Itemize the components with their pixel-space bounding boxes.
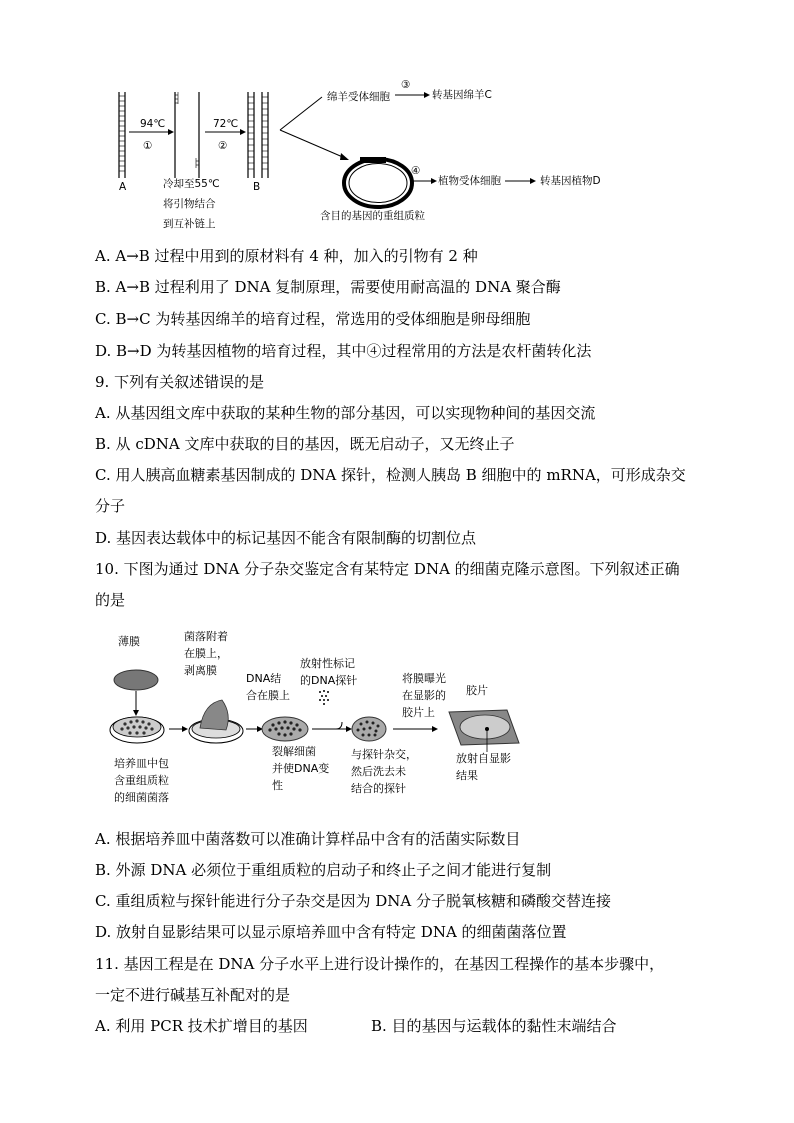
branch-to-plasmid (280, 130, 345, 158)
q8-option-d: D. B→D 为转基因植物的培育过程，其中④过程常用的方法是农杆菌转化法 (95, 342, 592, 360)
hybridize-line1: 与探针杂交， (351, 748, 417, 761)
label-a: A (119, 181, 127, 193)
arrow-to-hybridize (312, 722, 342, 729)
arrowhead-to-plant (530, 178, 536, 184)
q9-option-a: A. 从基因组文库中获取的某种生物的部分基因，可以实现物种间的基因交流 (95, 404, 596, 422)
arrowhead-plasmid (340, 153, 349, 160)
colony-hybridization-figure (0, 620, 794, 820)
transgenic-plant: 转基因植物D (540, 175, 601, 187)
hybridize-line2: 然后洗去未 (351, 765, 406, 778)
q10-option-d: D. 放射自显影结果可以显示原培养皿中含有特定 DNA 的细菌菌落位置 (95, 923, 567, 941)
step-4-marker: ④ (411, 165, 421, 177)
arrowhead-step3 (424, 92, 430, 98)
result-line2: 结果 (456, 769, 478, 782)
plasmid-label: 含目的基因的重组质粒 (320, 210, 425, 222)
arrowhead-to-film (432, 726, 438, 732)
expose-line1: 将膜曝光 (402, 672, 446, 685)
membrane-arrowhead (133, 710, 139, 716)
colony-attach-line3: 剥离膜 (184, 664, 217, 677)
colony-attach-line2: 在膜上， (184, 647, 228, 660)
q11-stem-line2: 一定不进行碱基互补配对的是 (95, 986, 291, 1004)
temp-72: 72℃ (213, 118, 239, 130)
dna-bind-line1: DNA结 (246, 672, 282, 685)
membrane (114, 670, 158, 690)
branch-to-sheep (280, 97, 322, 130)
transgenic-sheep: 转基因绵羊C (432, 89, 492, 101)
dish-desc-line1: 培养皿中包 (114, 757, 169, 770)
arrowhead-step4 (431, 178, 437, 184)
q8-option-a: A. A→B 过程中用到的原材料有 4 种，加入的引物有 2 种 (95, 247, 478, 265)
cool-text-line1: 冷却至55℃ (163, 178, 220, 190)
step-1-marker: ① (143, 140, 153, 152)
q9-option-c-line2: 分子 (95, 497, 126, 515)
q11-stem-line1: 11. 基因工程是在 DNA 分子水平上进行设计操作的，在基因工程操作的基本步骤中， (95, 955, 665, 973)
arrowhead-to-hybridize (346, 726, 352, 732)
dna-b-double-strands (248, 92, 268, 178)
q11-option-b: B. 目的基因与运载体的黏性末端结合 (371, 1017, 617, 1035)
q10-stem-line1: 10. 下图为通过 DNA 分子杂交鉴定含有某特定 DNA 的细菌克隆示意图。下列叙述正确 (95, 560, 680, 578)
arrowhead-dish-to-peel (182, 726, 188, 732)
q9-option-c-line1: C. 用人胰高血糖素基因制成的 DNA 探针，检测人胰岛 B 细胞中的 mRNA，可形成杂交 (95, 466, 686, 484)
culture-dish (110, 717, 164, 743)
probe-line1: 放射性标记 (300, 657, 355, 670)
dna-bind-line2: 合在膜上 (246, 689, 290, 702)
q9-option-d: D. 基因表达载体中的标记基因不能含有限制酶的切割位点 (95, 529, 477, 547)
expose-line2: 在显影的 (402, 689, 446, 702)
pcr-transgenic-figure (0, 0, 794, 240)
membrane-label: 薄膜 (118, 635, 140, 648)
q9-option-b: B. 从 cDNA 文库中获取的目的基因，既无启动子，又无终止子 (95, 435, 515, 453)
lyse-line1: 裂解细菌 (272, 745, 316, 758)
q10-option-a: A. 根据培养皿中菌落数可以准确计算样品中含有的活菌实际数目 (95, 830, 521, 848)
expose-line3: 胶片上 (402, 706, 435, 719)
dna-a-double-strand (119, 92, 125, 178)
hybridized-membrane (352, 717, 386, 741)
q8-option-b: B. A→B 过程利用了 DNA 复制原理，需要使用耐高温的 DNA 聚合酶 (95, 278, 561, 296)
film-label: 胶片 (466, 684, 488, 697)
colony-attach-line1: 菌落附着 (184, 630, 228, 643)
step-3-marker: ③ (401, 79, 411, 91)
probe-drops (319, 690, 329, 705)
separated-strands (175, 92, 199, 178)
arrowhead-step2 (240, 129, 246, 135)
cool-text-line3: 到互补链上 (163, 218, 216, 230)
q10-option-c: C. 重组质粒与探针能进行分子杂交是因为 DNA 分子脱氧核糖和磷酸交替连接 (95, 892, 612, 910)
recombinant-plasmid (344, 157, 412, 207)
q11-option-a: A. 利用 PCR 技术扩增目的基因 (95, 1017, 308, 1035)
q9-stem: 9. 下列有关叙述错误的是 (95, 373, 265, 391)
peeling-dish (189, 700, 243, 743)
q10-option-b: B. 外源 DNA 必须位于重组质粒的启动子和终止子之间才能进行复制 (95, 861, 552, 879)
cool-text-line2: 将引物结合 (163, 198, 216, 210)
dish-desc-line3: 的细菌菌落 (114, 791, 169, 804)
step-2-marker: ② (218, 140, 228, 152)
sheep-receptor-cell: 绵羊受体细胞 (327, 91, 390, 103)
hybridize-line3: 结合的探针 (351, 782, 406, 795)
lyse-line3: 性 (272, 779, 283, 792)
plant-receptor-cell: 植物受体细胞 (438, 175, 501, 187)
q8-option-c: C. B→C 为转基因绵羊的培育过程，常选用的受体细胞是卵母细胞 (95, 310, 531, 328)
result-line1: 放射自显影 (456, 752, 511, 765)
lyse-line2: 并使DNA变 (272, 762, 330, 775)
label-b: B (253, 181, 261, 193)
membrane-dish (262, 717, 308, 741)
probe-line2: 的DNA探针 (300, 674, 358, 687)
dish-desc-line2: 含重组质粒 (114, 774, 169, 787)
temp-94: 94℃ (140, 118, 166, 130)
arrowhead-step1 (168, 129, 174, 135)
film (449, 710, 519, 752)
q10-stem-line2: 的是 (95, 591, 126, 609)
